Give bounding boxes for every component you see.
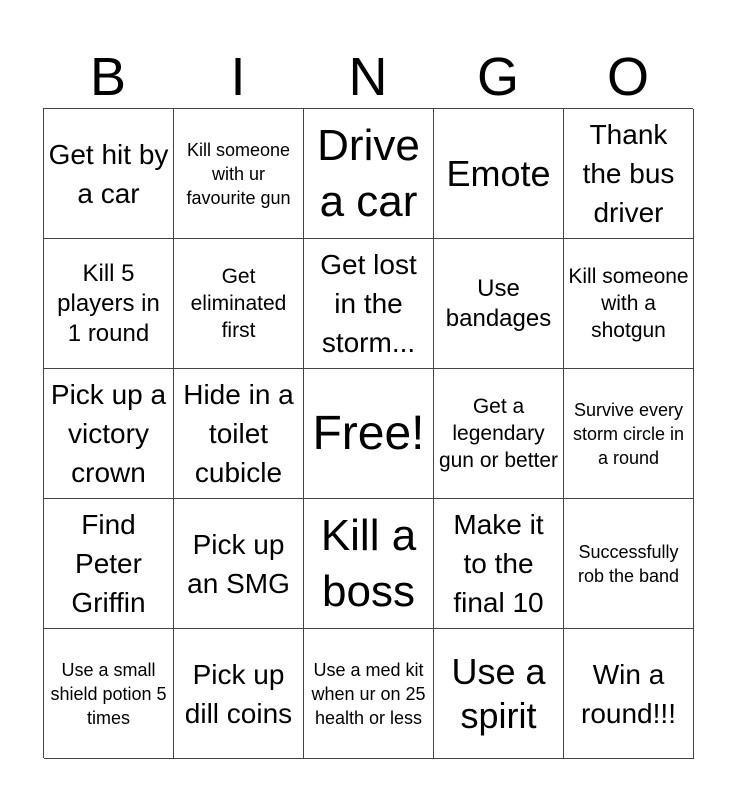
cell-text: Pick up an SMG [187, 528, 290, 599]
cell-text: Kill someone with a shotgun [568, 265, 689, 342]
bingo-cell[interactable] [434, 109, 564, 239]
cell-text: Get a legendary gun or better [438, 395, 559, 472]
bingo-cell[interactable] [564, 369, 694, 499]
cell-text: Survive every storm circle in a round [572, 399, 684, 468]
bingo-cell[interactable] [174, 369, 304, 499]
bingo-cell[interactable] [434, 629, 564, 759]
cell-text: Get lost in the storm... [320, 249, 417, 358]
cell-text: Pick up a victory crown [50, 379, 167, 488]
cell-text: Drive a car [317, 120, 420, 226]
header-letter-n: N [348, 47, 388, 107]
bingo-header [43, 46, 693, 108]
bingo-cell[interactable] [174, 629, 304, 759]
header-letter-b: B [89, 47, 127, 107]
bingo-board [43, 108, 693, 758]
bingo-cell[interactable] [304, 109, 434, 239]
bingo-cell[interactable] [174, 109, 304, 239]
cell-text: Get hit by a car [48, 138, 169, 209]
cell-text: Win a round!!! [581, 658, 676, 729]
cell-text: Successfully rob the band [577, 541, 680, 586]
cell-text: Use a spirit [451, 650, 546, 736]
bingo-cell[interactable] [44, 499, 174, 629]
bingo-cell[interactable] [44, 109, 174, 239]
cell-text: Use bandages [445, 274, 552, 332]
bingo-cell[interactable] [564, 629, 694, 759]
cell-text: Get eliminated first [190, 265, 287, 342]
bingo-cell[interactable] [434, 239, 564, 369]
cell-text: Hide in a toilet cubicle [183, 379, 294, 488]
cell-text: Use a med kit when ur on 25 health or less [311, 659, 426, 728]
bingo-cell[interactable] [44, 629, 174, 759]
cell-text: Make it to the final 10 [453, 509, 544, 618]
header-letter-g: G [476, 47, 519, 107]
bingo-cell[interactable] [434, 499, 564, 629]
bingo-cell[interactable] [564, 499, 694, 629]
cell-text: Thank the bus driver [582, 119, 675, 228]
cell-text: Kill 5 players in 1 round [57, 259, 160, 347]
cell-text: Kill someone with ur favourite gun [186, 139, 291, 208]
bingo-cell[interactable] [44, 369, 174, 499]
bingo-cell[interactable] [304, 629, 434, 759]
bingo-cell[interactable] [564, 109, 694, 239]
cell-text: Find Peter Griffin [71, 509, 146, 618]
cell-text: Emote [446, 152, 551, 194]
bingo-cell[interactable] [174, 499, 304, 629]
cell-text: Pick up dill coins [184, 658, 293, 729]
cell-text: Use a small shield potion 5 times [50, 659, 167, 728]
bingo-cell[interactable] [564, 239, 694, 369]
bingo-cell[interactable] [434, 369, 564, 499]
free-space-text: Free! [312, 406, 425, 460]
bingo-cell[interactable] [304, 239, 434, 369]
bingo-cell[interactable] [304, 499, 434, 629]
header-letter-i: I [230, 47, 246, 107]
header-letter-o: O [606, 47, 649, 107]
bingo-cell-free[interactable] [304, 369, 434, 499]
bingo-cell[interactable] [174, 239, 304, 369]
bingo-cell[interactable] [44, 239, 174, 369]
cell-text: Kill a boss [320, 510, 417, 616]
